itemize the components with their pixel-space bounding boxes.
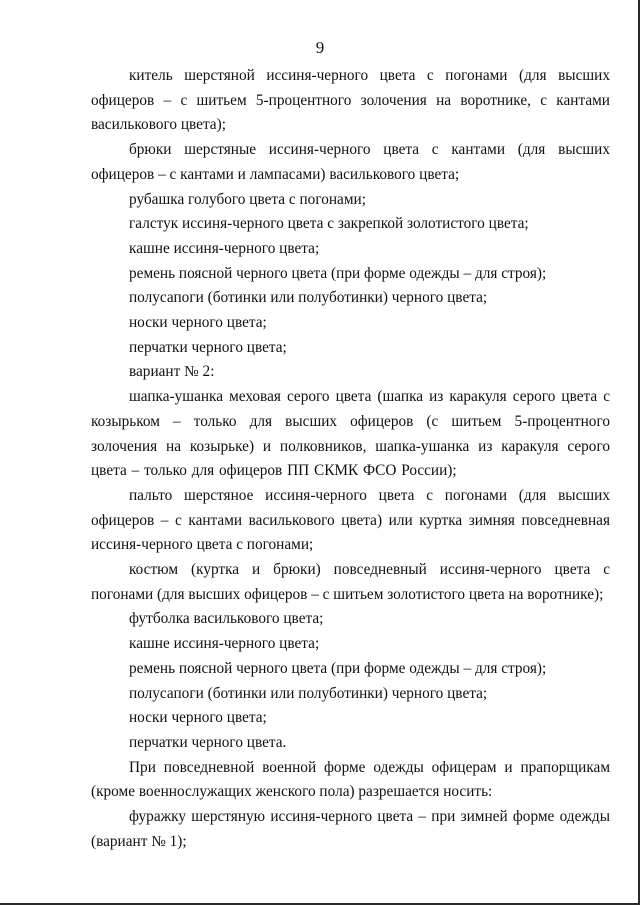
paragraph-remen: ремень поясной черного цвета (при форме одежды – для строя); <box>129 264 547 282</box>
paragraph-kashne: кашне иссиня-черного цвета; <box>129 239 320 257</box>
paragraph-galstuk: галстук иссиня-черного цвета с закрепкой золотистого цвета; <box>129 215 529 233</box>
paragraph-polusapogi-2: полусапоги (ботинки или полуботинки) черного цвета; <box>129 684 488 702</box>
paragraph-shapka: шапка-ушанка меховая серого цвета (шапка из каракуля серого цвета с козырьком – только для высших офицеров (с шитьем 5-процентного золочения на козырьке) и полковников, шапка-ушанка из каракуля серого цвета – только для офицеров ПП СКМК ФСО России); <box>91 388 610 480</box>
paragraph-kashne-2: кашне иссиня-черного цвета; <box>129 635 320 653</box>
document-body <box>91 64 610 855</box>
paragraph-kitel: китель шерстяной иссиня-черного цвета с погонами (для высших офицеров – с шитьем 5-процентного золочения на воротнике, с кантами василькового цвета); <box>91 67 610 134</box>
paragraph-perchatki-2: перчатки черного цвета. <box>129 733 287 751</box>
paragraph-rubashka: рубашка голубого цвета с погонами; <box>129 190 366 208</box>
paragraph-kostyum: костюм (куртка и брюки) повседневный иссиня-черного цвета с погонами (для высших офицеров – с шитьем золотистого цвета на воротнике); <box>91 561 610 603</box>
paragraph-noski-2: носки черного цвета; <box>129 709 267 727</box>
paragraph-palto: пальто шерстяное иссиня-черного цвета с погонами (для высших офицеров – с кантами василькового цвета) или куртка зимняя повседневная иссиня-черного цвета с погонами; <box>91 486 610 554</box>
paragraph-furazhka: фуражку шерстяную иссиня-черного цвета – при зимней форме одежды (вариант № 1); <box>91 808 610 850</box>
paragraph-razreshaetsya: При повседневной военной форме одежды офицерам и прапорщикам (кроме военнослужащих женского пола) разрешается носить: <box>91 758 610 801</box>
paragraph-bryuki: брюки шерстяные иссиня-черного цвета с кантами (для высших офицеров – с кантами и лампасами) василькового цвета; <box>91 141 610 183</box>
paragraph-remen-2: ремень поясной черного цвета (при форме одежды – для строя); <box>129 659 547 677</box>
paragraph-polusapogi: полусапоги (ботинки или полуботинки) черного цвета; <box>129 289 488 307</box>
paragraph-variant-2: вариант № 2: <box>129 363 215 381</box>
paragraph-futbolka: футболка василькового цвета; <box>129 610 324 628</box>
paragraph-perchatki: перчатки черного цвета; <box>129 338 287 356</box>
page-number: 9 <box>315 38 325 57</box>
paragraph-noski: носки черного цвета; <box>129 314 267 332</box>
